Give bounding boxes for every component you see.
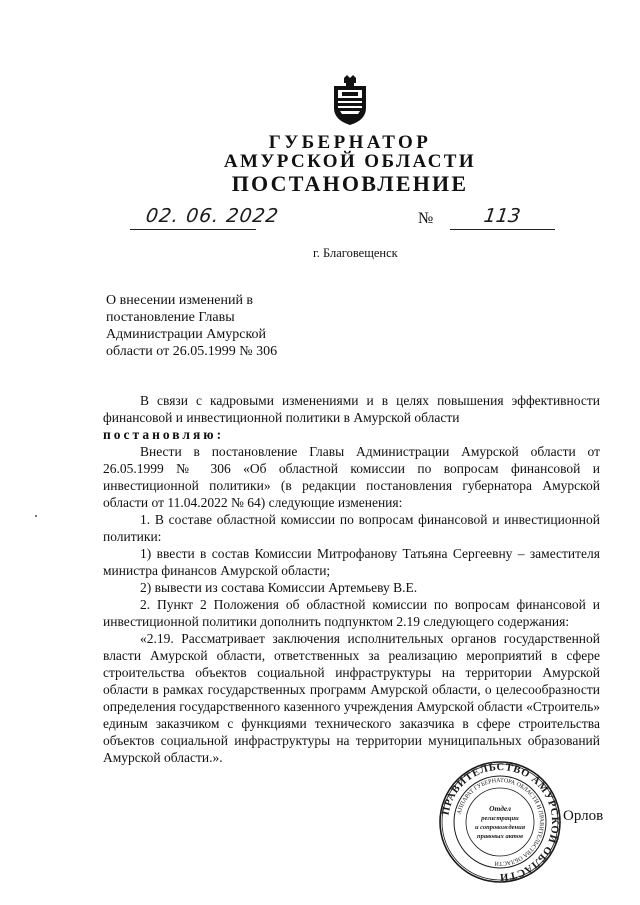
document-body bbox=[103, 392, 600, 766]
city-label: г. Благовещенск bbox=[313, 246, 398, 260]
number-label: № bbox=[418, 210, 434, 227]
clause-1-2: 2) вывести из состава Комиссии Артемьеву В.Е. bbox=[140, 580, 418, 595]
subject-line: Администрации Амурской bbox=[106, 327, 267, 342]
signatory-name: Орлов bbox=[563, 808, 604, 824]
decree-word: постановляю: bbox=[103, 427, 225, 442]
document-subject bbox=[106, 292, 277, 360]
coat-of-arms-emblem bbox=[330, 74, 370, 126]
clause-2: 2. Пункт 2 Положения об областной комиссии по вопросам финансовой и инвестиционной политики дополнить подпунктом 2.19 следующего содержания: bbox=[103, 597, 600, 629]
document-title-line2: АМУРСКОЙ ОБЛАСТИ bbox=[223, 151, 477, 172]
stamp-center-line: правовых актов bbox=[476, 833, 524, 840]
intro-paragraph: В связи с кадровыми изменениями и в целях повышения эффективности финансовой и инвестиционной политики в Амурской области bbox=[103, 393, 600, 425]
subject-line: О внесении изменений в bbox=[106, 293, 254, 308]
clause-1: 1. В составе областной комиссии по вопросам финансовой и инвестиционной политики: bbox=[103, 512, 600, 544]
number-underline bbox=[450, 228, 555, 230]
handwritten-date: 02. 06. 2022 bbox=[144, 205, 281, 227]
stamp-center-line: Отдел bbox=[489, 804, 511, 813]
date-underline bbox=[130, 228, 256, 230]
stamp-center-line: регистрации bbox=[481, 815, 519, 822]
scan-dot bbox=[35, 515, 37, 517]
clause-1-1: 1) ввести в состав Комиссии Митрофанову Татьяна Сергеевну – заместителя министра финансов Амурской области; bbox=[103, 546, 600, 578]
document-type-title: ПОСТАНОВЛЕНИЕ bbox=[231, 171, 469, 196]
stamp-center-line: и сопровождения bbox=[474, 824, 526, 831]
document-title-line1: ГУБЕРНАТОР bbox=[268, 132, 432, 153]
main-paragraph: Внести в постановление Главы Администрации Амурской области от 26.05.1999 № 306 «Об областной комиссии по вопросам финансовой и инвестиционной политики» (в редакции постановления губернатора Амурской области от 11.04.2022 № 64) следующие изменения: bbox=[103, 444, 600, 510]
clause-2-19: «2.19. Рассматривает заключения исполнительных органов государственной власти Амурской области, ответственных за реализацию мероприятий в сфере строительства объектов социальной инфраструктуры на территории Амурской области в рамках государственных программ Амурской области, о целесообразности определения государственного казенного учреждения Амурской области «Строитель» единым заказчиком с функциями технического заказчика в сфере строительства объектов социальной инфраструктуры на территории муниципальных образований Амурской области.». bbox=[103, 631, 600, 765]
subject-line: постановление Главы bbox=[106, 310, 235, 325]
stamp-inner-text: АППАРАТ ГУБЕРНАТОРА ОБЛАСТИ И ПРАВИТЕЛЬСТВА ОБЛАСТИ bbox=[456, 777, 545, 867]
stamp-outer-text: ПРАВИТЕЛЬСТВО АМУРСКОЙ ОБЛАСТИ bbox=[440, 761, 561, 883]
official-seal-stamp bbox=[438, 760, 562, 884]
subject-line: области от 26.05.1999 № 306 bbox=[106, 344, 278, 359]
handwritten-number: 113 bbox=[482, 205, 522, 227]
